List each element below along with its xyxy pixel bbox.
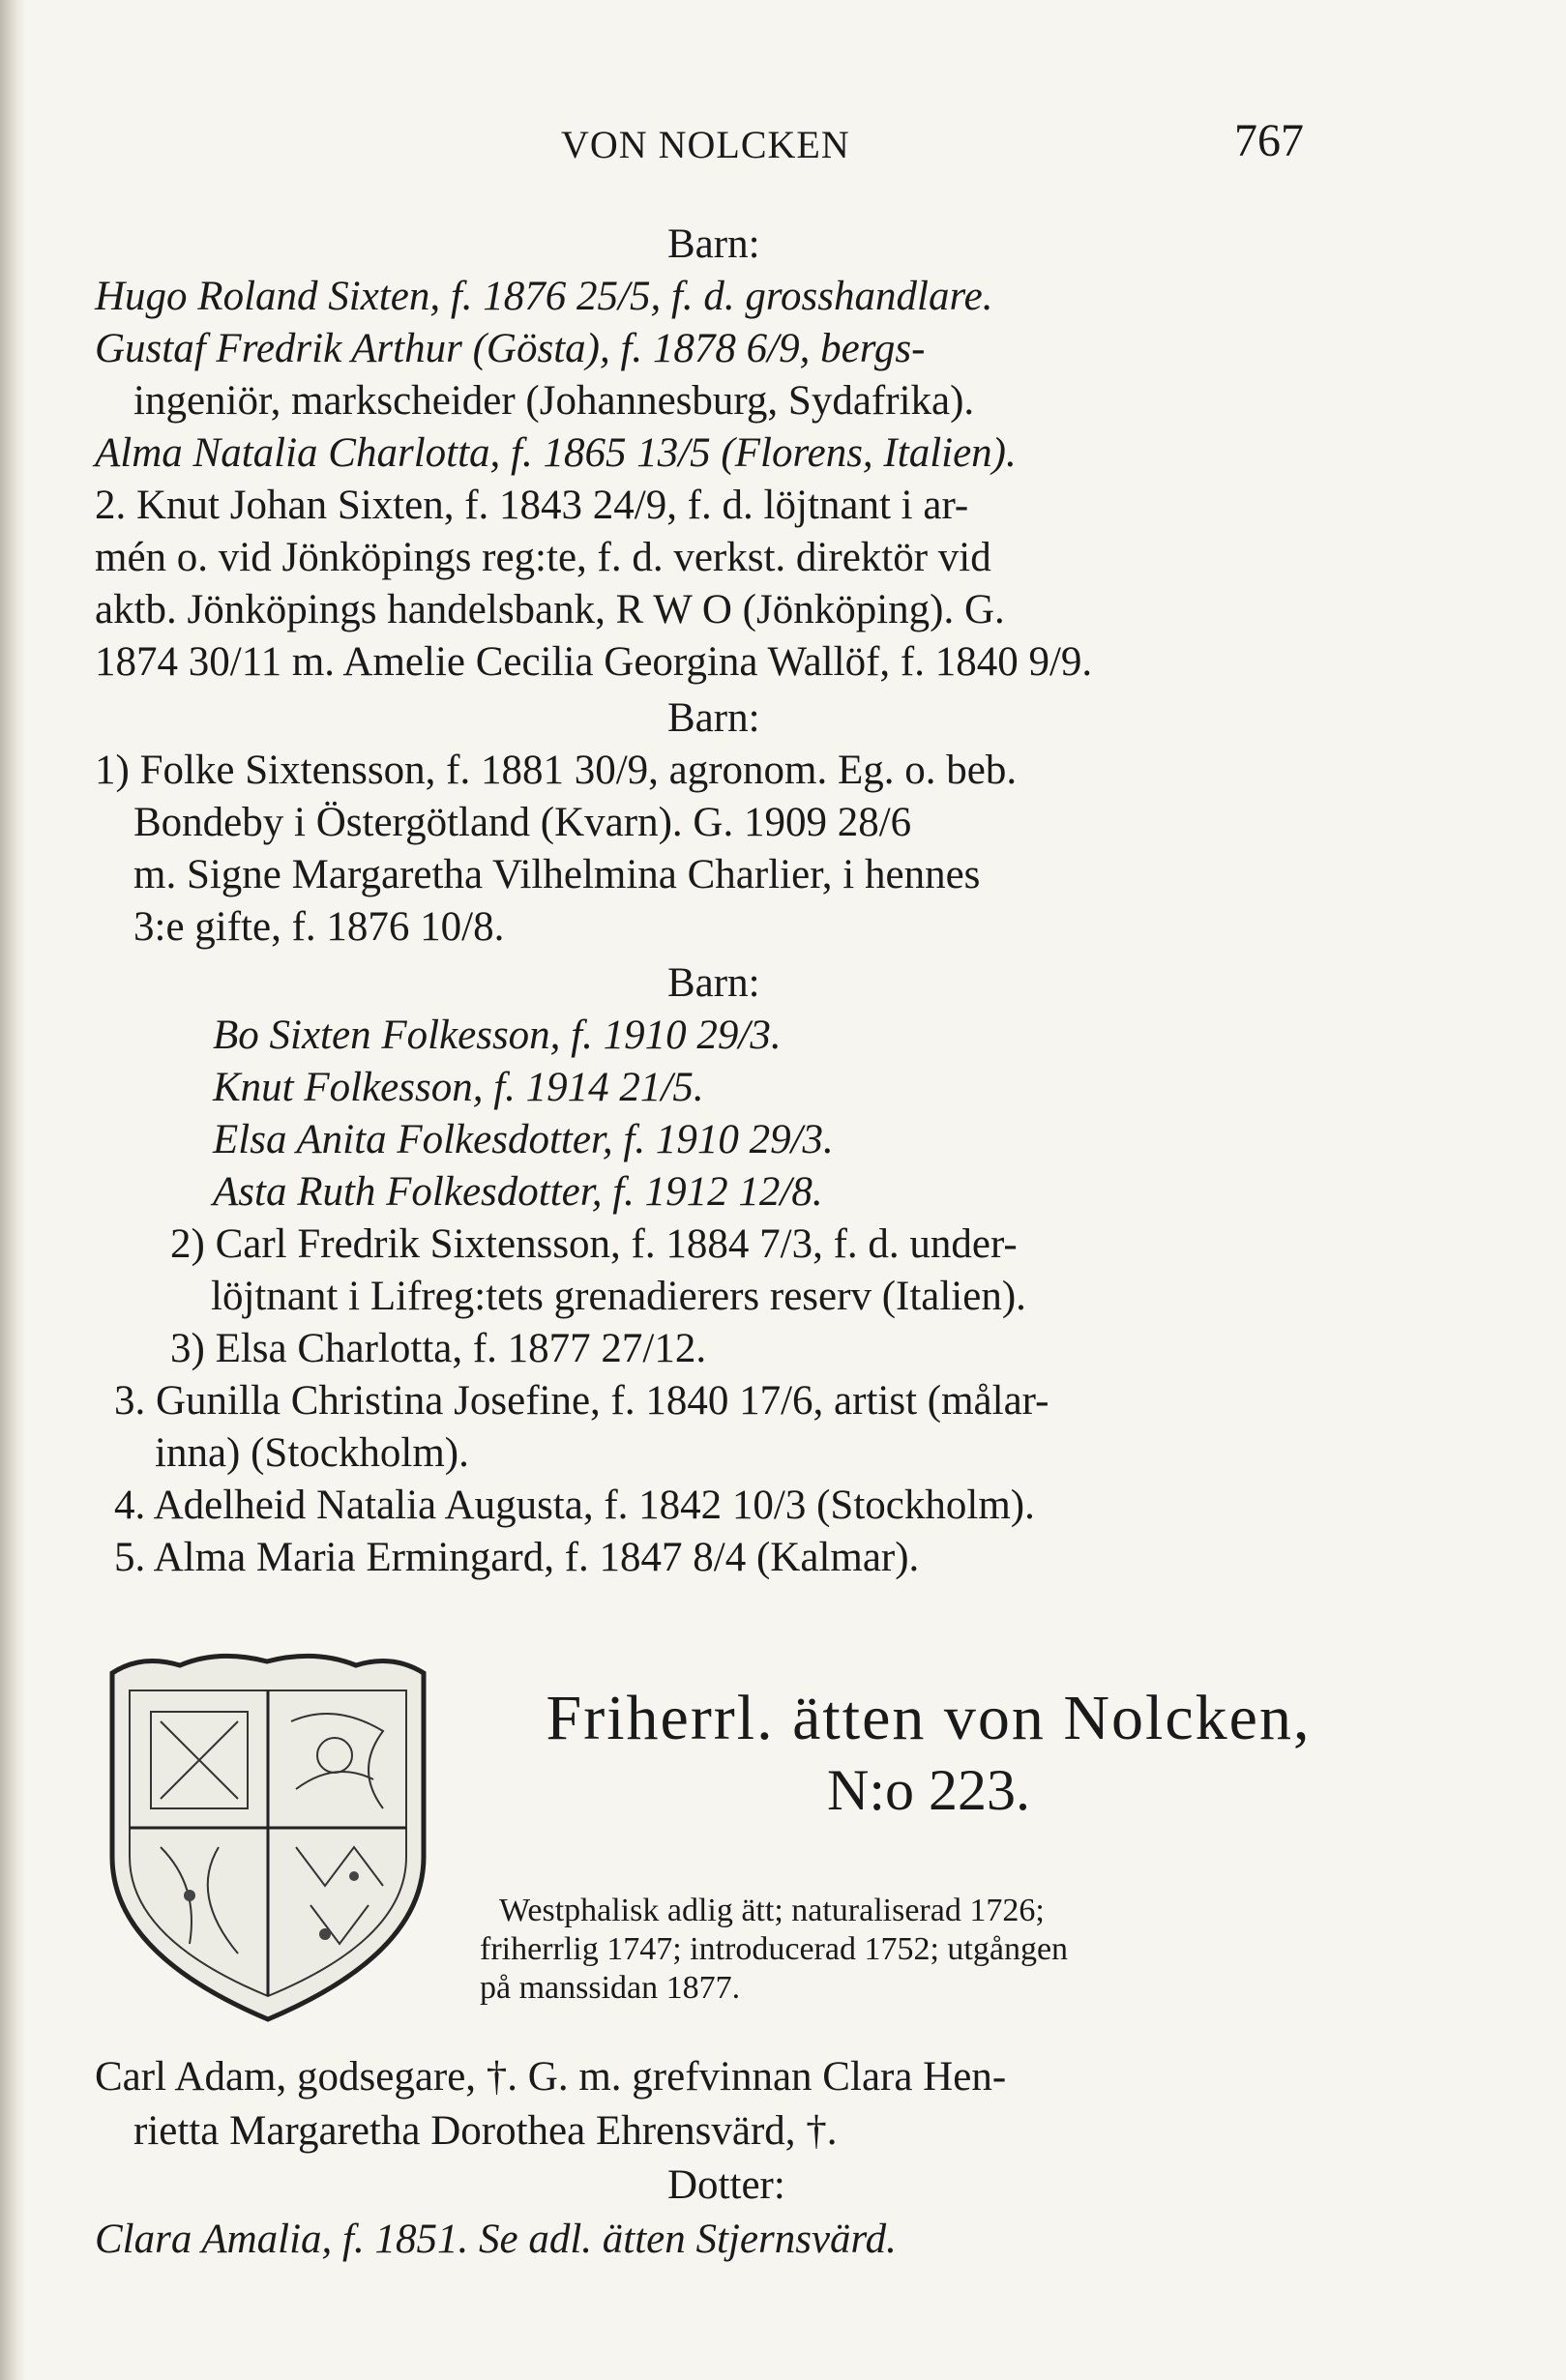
running-header: VON NOLCKEN — [561, 123, 850, 166]
barn-heading: Barn: — [667, 960, 760, 1006]
text-line: 5. Alma Maria Ermingard, f. 1847 8/4 (Kalmar). — [114, 1535, 920, 1580]
text-line: Hugo Roland Sixten, f. 1876 25/5, f. d. grosshandlare. — [95, 274, 993, 319]
text-line: rietta Margaretha Dorothea Ehrensvärd, †. — [133, 2108, 838, 2154]
text-line: 4. Adelheid Natalia Augusta, f. 1842 10/3 (Stockholm). — [114, 1483, 1035, 1528]
text-line: 3) Elsa Charlotta, f. 1877 27/12. — [170, 1326, 707, 1371]
text-line: aktb. Jönköpings handelsbank, R W O (Jönköping). G. — [95, 587, 1005, 632]
text-line: mén o. vid Jönköpings reg:te, f. d. verkst. direktör vid — [95, 535, 991, 580]
dotter-heading: Dotter: — [667, 2162, 785, 2208]
text-line: Asta Ruth Folkesdotter, f. 1912 12/8. — [213, 1169, 823, 1215]
family-number: N:o 223. — [827, 1758, 1030, 1822]
family-note-line: Westphalisk adlig ätt; naturaliserad 1726; — [499, 1893, 1045, 1928]
text-line: Clara Amalia, f. 1851. Se adl. ätten Stjernsvärd. — [95, 2217, 897, 2262]
page-number: 767 — [1234, 115, 1304, 166]
family-note-line: på manssidan 1877. — [480, 1970, 741, 2006]
text-line: 1874 30/11 m. Amelie Cecilia Georgina Wallöf, f. 1840 9/9. — [95, 639, 1093, 685]
text-line: 3:e gifte, f. 1876 10/8. — [133, 904, 505, 950]
text-line: Gustaf Fredrik Arthur (Gösta), f. 1878 6/9, bergs- — [95, 326, 926, 371]
text-line: ingeniör, markscheider (Johannesburg, Sydafrika). — [133, 378, 975, 424]
text-line: 2. Knut Johan Sixten, f. 1843 24/9, f. d. löjtnant i ar- — [95, 483, 969, 528]
family-title: Friherrl. ätten von Nolcken, — [546, 1683, 1312, 1753]
text-line: 1) Folke Sixtensson, f. 1881 30/9, agronom. Eg. o. beb. — [95, 748, 1018, 793]
text-line: 2) Carl Fredrik Sixtensson, f. 1884 7/3, f. d. under- — [170, 1221, 1018, 1267]
barn-heading: Barn: — [667, 221, 760, 267]
text-line: löjtnant i Lifreg:tets grenadierers reserv (Italien). — [211, 1274, 1026, 1319]
text-line: Elsa Anita Folkesdotter, f. 1910 29/3. — [213, 1117, 834, 1162]
text-line: m. Signe Margaretha Vilhelmina Charlier, i hennes — [133, 852, 981, 897]
text-line: Bo Sixten Folkesson, f. 1910 29/3. — [213, 1013, 782, 1058]
text-line: Knut Folkesson, f. 1914 21/5. — [213, 1065, 704, 1110]
coat-of-arms-icon — [103, 1644, 433, 2026]
text-line: inna) (Stockholm). — [155, 1430, 469, 1476]
text-line: Alma Natalia Charlotta, f. 1865 13/5 (Florens, Italien). — [95, 430, 1017, 476]
family-note-line: friherrlig 1747; introducerad 1752; utgången — [480, 1931, 1069, 1967]
text-line: Bondeby i Östergötland (Kvarn). G. 1909 28/6 — [133, 800, 912, 845]
barn-heading: Barn: — [667, 695, 760, 741]
text-line: Carl Adam, godsegare, †. G. m. grefvinnan Clara Hen- — [95, 2054, 1007, 2100]
text-line: 3. Gunilla Christina Josefine, f. 1840 17/6, artist (målar- — [114, 1378, 1049, 1424]
